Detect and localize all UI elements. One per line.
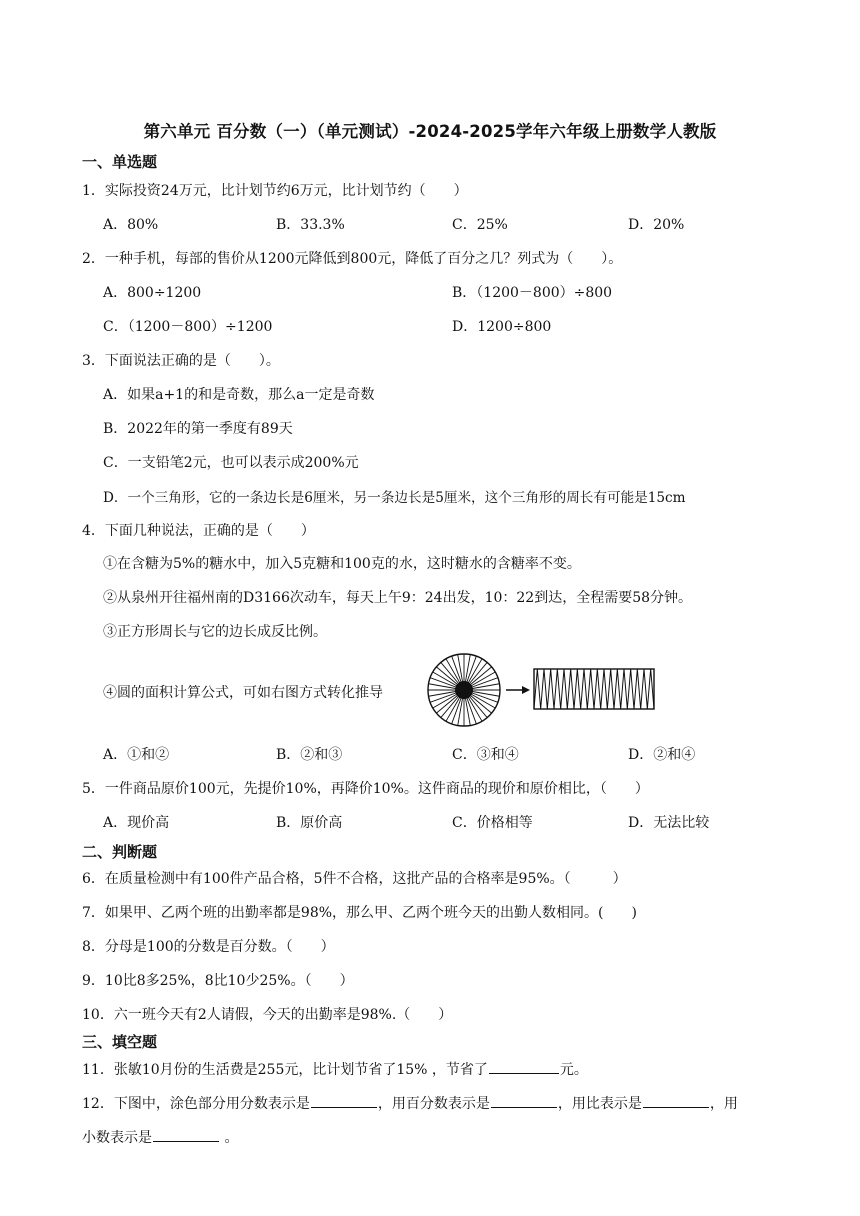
- q3-option-d: D．一个三角形，它的一条边长是6厘米，另一条边长是5厘米，这个三角形的周长有可能是15cm: [103, 490, 686, 506]
- q4-option-d: D．②和④: [628, 747, 696, 763]
- q12-text-2: ，用百分数表示是: [377, 1096, 490, 1112]
- q4-option-a: A．①和②: [103, 747, 170, 763]
- q2-option-d: D．1200÷800: [452, 319, 552, 335]
- q12-text-1: 12．下图中，涂色部分用分数表示是: [82, 1096, 310, 1112]
- q1-option-d: D．20%: [628, 217, 685, 233]
- q4-option-c: C．③和④: [452, 747, 519, 763]
- question-6: 6．在质量检测中有100件产品合格，5件不合格，这批产品的合格率是95%。（ ）: [82, 871, 627, 887]
- question-11: [82, 1059, 588, 1079]
- q4-statement-3: ③正方形周长与它的边长成反比例。: [103, 624, 327, 640]
- question-5: 5．一件商品原价100元，先提价10%，再降价10%。这件商品的现价和原价相比，（ ）: [82, 781, 649, 797]
- question-7: 7．如果甲、乙两个班的出勤率都是98%，那么甲、乙两个班今天的出勤人数相同。( ): [82, 905, 637, 921]
- question-10: 10．六一班今天有2人请假，今天的出勤率是98%.（ ）: [82, 1007, 453, 1023]
- q3-option-a: A．如果a+1的和是奇数，那么a一定是奇数: [103, 387, 375, 403]
- q12-text-3: ，用比表示是: [557, 1096, 642, 1112]
- q5-option-b: B．原价高: [276, 815, 343, 831]
- q3-option-b: B．2022年的第一季度有89天: [103, 421, 293, 437]
- q4-statement-2: ②从泉州开往福州南的D3166次动车，每天上午9：24出发，10：22到达，全程需要58分钟。: [103, 590, 693, 606]
- question-12-line-2: [82, 1127, 238, 1147]
- q11-answer-blank[interactable]: [489, 1059, 559, 1074]
- q4-statement-4: ④圆的面积计算公式，可如右图方式转化推导: [103, 685, 383, 701]
- question-8: 8．分母是100的分数是百分数。（ ）: [82, 939, 335, 955]
- q1-option-a: A．80%: [103, 217, 159, 233]
- q4-statement-1: ①在含糖为5%的糖水中，加入5克糖和100克的水，这时糖水的含糖率不变。: [103, 556, 581, 572]
- question-1: 1．实际投资24万元，比计划节约6万元，比计划节约（ ）: [82, 183, 468, 199]
- q5-option-d: D．无法比较: [628, 815, 710, 831]
- section-heading-true-false: 二、判断题: [82, 843, 158, 861]
- q12-text-6: 。: [220, 1130, 239, 1146]
- question-12: [82, 1093, 738, 1113]
- arrow-icon: [506, 686, 530, 694]
- circle-to-rectangle-figure: [426, 652, 658, 732]
- q1-option-b: B．33.3%: [276, 217, 345, 233]
- q12-ratio-blank[interactable]: [643, 1093, 709, 1108]
- question-4: 4．下面几种说法，正确的是（ ）: [82, 523, 315, 539]
- section-heading-single-choice: 一、单选题: [82, 153, 158, 171]
- q12-text-4: ，用: [709, 1096, 738, 1112]
- q12-decimal-blank[interactable]: [153, 1127, 219, 1142]
- q5-option-c: C．价格相等: [452, 815, 533, 831]
- q3-option-c: C．一支铅笔2元，也可以表示成200%元: [103, 455, 359, 471]
- q5-option-a: A．现价高: [103, 815, 170, 831]
- q12-text-5: 小数表示是: [82, 1130, 152, 1146]
- q2-option-c: C．（1200－800）÷1200: [103, 319, 273, 335]
- circle-center: [455, 681, 473, 699]
- q11-text-after: 元。: [559, 1062, 588, 1078]
- question-9: 9．10比8多25%，8比10少25%。（ ）: [82, 973, 354, 989]
- question-3: 3．下面说法正确的是（ ）。: [82, 353, 280, 369]
- zigzag-rectangle: [534, 669, 654, 709]
- q1-option-c: C．25%: [452, 217, 508, 233]
- q4-option-b: B．②和③: [276, 747, 343, 763]
- q2-option-a: A．800÷1200: [103, 285, 202, 301]
- q2-option-b: B．（1200－800）÷800: [452, 285, 613, 301]
- question-2: 2．一种手机，每部的售价从1200元降低到800元，降低了百分之几？列式为（ ）。: [82, 251, 623, 267]
- q12-fraction-blank[interactable]: [311, 1093, 377, 1108]
- q11-text-before: 11．张敏10月份的生活费是255元，比计划节省了15% ，节省了: [82, 1062, 488, 1078]
- page-title: 第六单元 百分数（一）（单元测试）-2024-2025学年六年级上册数学人教版: [143, 122, 717, 141]
- section-heading-fill-blank: 三、填空题: [82, 1033, 158, 1051]
- q12-percent-blank[interactable]: [491, 1093, 557, 1108]
